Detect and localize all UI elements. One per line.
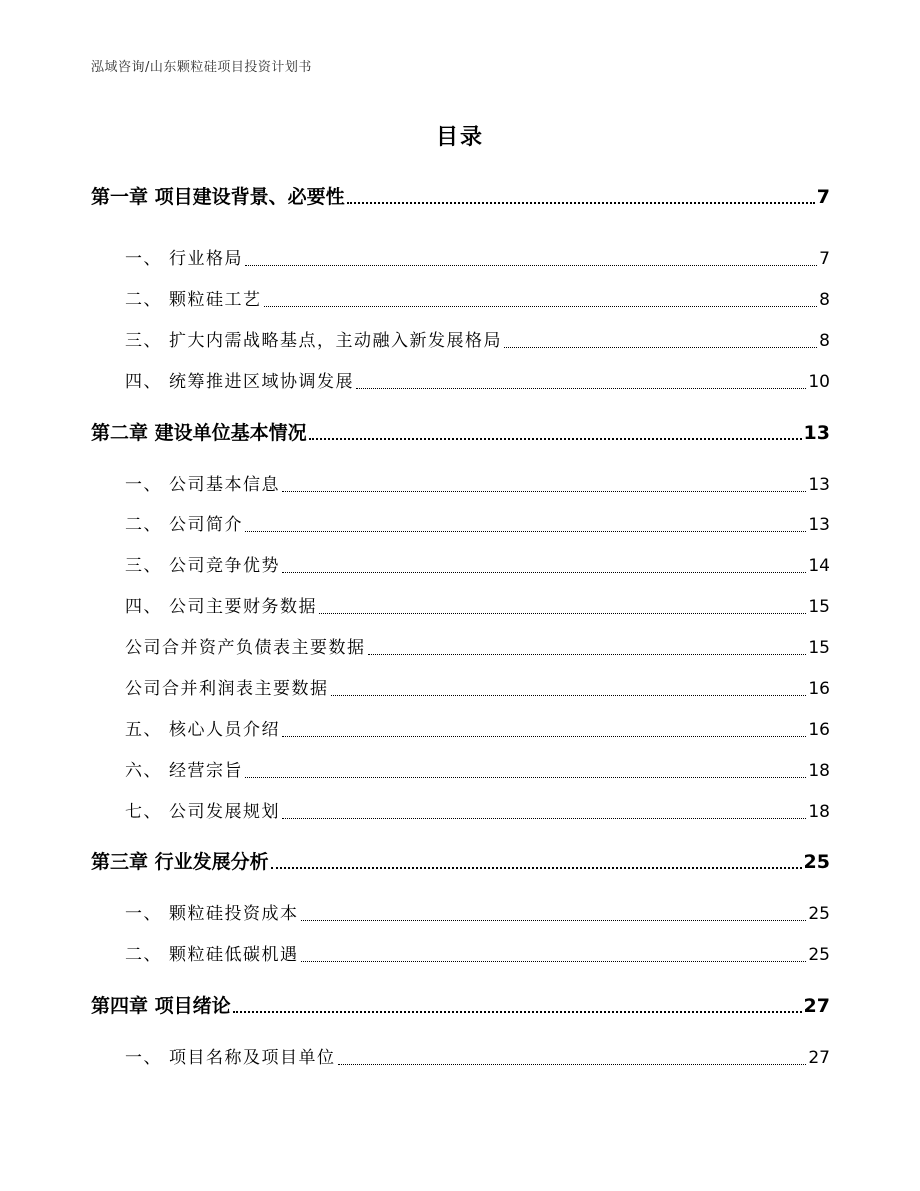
toc-entry-number: 一、 — [125, 904, 162, 924]
toc-section-entry[interactable] — [91, 758, 830, 784]
toc-page-number: 14 — [808, 556, 830, 576]
dot-leader — [245, 758, 806, 784]
toc-entry-label — [125, 246, 243, 272]
toc-section-entry[interactable] — [91, 594, 830, 620]
toc-section-entry[interactable] — [91, 553, 830, 579]
toc-entry-title: 行业格局 — [169, 249, 243, 269]
toc-entry-number: 三、 — [125, 331, 162, 351]
toc-page-number: 13 — [803, 422, 830, 444]
dot-leader — [356, 369, 806, 395]
toc-page-number: 7 — [816, 186, 830, 208]
dot-leader — [282, 799, 806, 825]
toc-page-number: 13 — [808, 515, 830, 535]
dot-leader — [504, 328, 817, 354]
toc-entry-number: 四、 — [125, 372, 162, 392]
toc-entry-label — [125, 717, 280, 743]
dot-leader — [245, 512, 806, 538]
toc-entry-title: 颗粒硅投资成本 — [169, 904, 299, 924]
toc-entry-number: 六、 — [125, 761, 162, 781]
toc-entry-title: 项目名称及项目单位 — [169, 1048, 336, 1068]
toc-entry-number: 一、 — [125, 1048, 162, 1068]
toc-entry-title: 公司竞争优势 — [169, 556, 280, 576]
toc-chapter-entry[interactable] — [91, 184, 830, 210]
toc-section-entry[interactable] — [91, 942, 830, 968]
toc-entry-label — [125, 512, 243, 538]
dot-leader — [301, 901, 807, 927]
toc-section-entry[interactable] — [91, 287, 830, 313]
toc-entry-label — [125, 553, 280, 579]
toc-entry-title: 第二章 建设单位基本情况 — [91, 422, 307, 444]
toc-page-number: 25 — [803, 851, 830, 873]
toc-entry-label — [91, 993, 231, 1019]
toc-page-number: 18 — [808, 802, 830, 822]
toc-page-number: 13 — [808, 475, 830, 495]
toc-page-number: 16 — [808, 720, 830, 740]
toc-entry-title: 颗粒硅工艺 — [169, 290, 262, 310]
dot-leader — [271, 849, 802, 875]
toc-entry-title: 公司简介 — [169, 515, 243, 535]
toc-page-number: 25 — [808, 945, 830, 965]
toc-section-entry[interactable] — [91, 635, 830, 661]
toc-entry-title: 第四章 项目绪论 — [91, 995, 231, 1017]
table-of-contents — [91, 0, 830, 1191]
toc-entry-number: 二、 — [125, 515, 162, 535]
toc-entry-number: 二、 — [125, 945, 162, 965]
toc-entry-title: 公司主要财务数据 — [169, 597, 317, 617]
toc-entry-title: 公司基本信息 — [169, 475, 280, 495]
toc-entry-title: 核心人员介绍 — [169, 720, 280, 740]
toc-entry-number: 七、 — [125, 802, 162, 822]
toc-page-number: 15 — [808, 597, 830, 617]
dot-leader — [309, 420, 802, 446]
toc-entry-number: 五、 — [125, 720, 162, 740]
toc-section-entry[interactable] — [91, 717, 830, 743]
toc-entry-number: 二、 — [125, 290, 162, 310]
toc-page-number: 27 — [808, 1048, 830, 1068]
toc-page-number: 25 — [808, 904, 830, 924]
dot-leader — [233, 993, 802, 1019]
toc-section-entry[interactable] — [91, 1045, 830, 1071]
toc-entry-label — [125, 635, 366, 661]
toc-section-entry[interactable] — [91, 472, 830, 498]
toc-section-entry[interactable] — [91, 799, 830, 825]
toc-section-entry[interactable] — [91, 246, 830, 272]
toc-entry-title: 统筹推进区域协调发展 — [169, 372, 354, 392]
toc-entry-title: 颗粒硅低碳机遇 — [169, 945, 299, 965]
toc-entry-title: 公司合并利润表主要数据 — [125, 679, 329, 699]
toc-entry-title: 公司合并资产负债表主要数据 — [125, 638, 366, 658]
dot-leader — [264, 287, 818, 313]
toc-page-number: 10 — [808, 372, 830, 392]
toc-entry-number: 三、 — [125, 556, 162, 576]
toc-entry-label — [91, 184, 345, 210]
dot-leader — [282, 472, 806, 498]
toc-section-entry[interactable] — [91, 328, 830, 354]
toc-entry-label — [125, 799, 280, 825]
toc-page-number: 8 — [819, 290, 830, 310]
dot-leader — [319, 594, 806, 620]
dot-leader — [301, 942, 807, 968]
toc-entry-label — [125, 1045, 336, 1071]
toc-section-entry[interactable] — [91, 512, 830, 538]
toc-title: 目录 — [435, 125, 484, 150]
toc-entry-number: 一、 — [125, 475, 162, 495]
toc-entry-label — [91, 849, 269, 875]
toc-entry-title: 扩大内需战略基点，主动融入新发展格局 — [169, 331, 502, 351]
toc-entry-label — [125, 901, 299, 927]
toc-page-number: 8 — [819, 331, 830, 351]
toc-entry-label — [125, 287, 262, 313]
toc-entry-label — [91, 420, 307, 446]
toc-entry-label — [125, 942, 299, 968]
toc-page-number: 16 — [808, 679, 830, 699]
dot-leader — [282, 717, 806, 743]
toc-entry-label — [125, 369, 354, 395]
toc-section-entry[interactable] — [91, 369, 830, 395]
toc-page-number: 18 — [808, 761, 830, 781]
toc-page-number: 27 — [803, 995, 830, 1017]
toc-entry-label — [125, 328, 502, 354]
dot-leader — [338, 1045, 807, 1071]
toc-entry-label — [125, 758, 243, 784]
toc-entry-title: 经营宗旨 — [169, 761, 243, 781]
toc-page-number: 7 — [819, 249, 830, 269]
toc-entry-title: 第一章 项目建设背景、必要性 — [91, 186, 345, 208]
dot-leader — [245, 246, 817, 272]
toc-chapter-entry[interactable] — [91, 420, 830, 446]
toc-entry-label — [125, 676, 329, 702]
dot-leader — [282, 553, 806, 579]
toc-entry-title: 第三章 行业发展分析 — [91, 851, 269, 873]
toc-entry-label — [125, 594, 317, 620]
toc-section-entry[interactable] — [91, 676, 830, 702]
toc-section-entry[interactable] — [91, 901, 830, 927]
running-header: 泓域咨询/山东颗粒硅项目投资计划书 — [91, 60, 312, 75]
toc-entry-title: 公司发展规划 — [169, 802, 280, 822]
toc-entry-number: 四、 — [125, 597, 162, 617]
dot-leader — [347, 184, 815, 210]
toc-page-number: 15 — [808, 638, 830, 658]
toc-chapter-entry[interactable] — [91, 849, 830, 875]
dot-leader — [368, 635, 807, 661]
toc-entry-label — [125, 472, 280, 498]
dot-leader — [331, 676, 807, 702]
toc-chapter-entry[interactable] — [91, 993, 830, 1019]
toc-entry-number: 一、 — [125, 249, 162, 269]
